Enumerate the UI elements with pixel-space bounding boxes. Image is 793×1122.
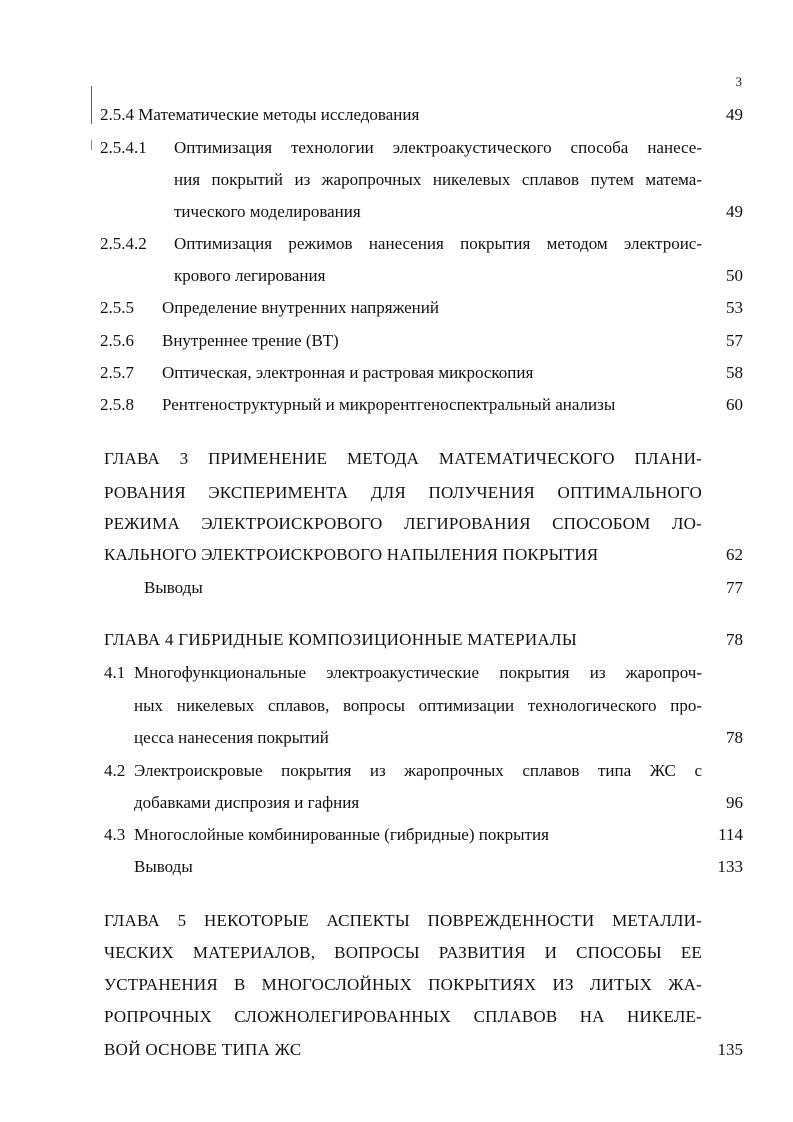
toc-entry-2-5-7-code: 2.5.7: [100, 363, 134, 382]
toc-entry-2-5-5-code: 2.5.5: [100, 298, 134, 317]
toc-entry-4-1-line-1: Многофункциональные электроакустические покрытия из жаропроч-: [134, 663, 702, 682]
toc-entry-2-5-4-page: 49: [726, 105, 743, 124]
chapter-5-heading-line-5: ВОЙ ОСНОВЕ ТИПА ЖС: [104, 1040, 302, 1059]
chapter-4-conclusions-page: 133: [717, 857, 743, 876]
toc-entry-2-5-6-code: 2.5.6: [100, 331, 134, 350]
chapter-3-conclusions-title: Выводы: [144, 578, 203, 597]
toc-entry-2-5-8-title: Рентгеноструктурный и микрорентгеноспектральный анализы: [162, 395, 616, 414]
chapter-3-conclusions-page: 77: [726, 578, 743, 597]
toc-entry-2-5-4-2-page: 50: [726, 266, 743, 285]
toc-entry-2-5-8-code: 2.5.8: [100, 395, 134, 414]
toc-entry-2-5-4-2-code: 2.5.4.2: [100, 234, 147, 253]
chapter-3-page: 62: [726, 545, 743, 564]
chapter-4-page: 78: [726, 630, 743, 649]
toc-entry-2-5-4-1-page: 49: [726, 202, 743, 221]
toc-entry-2-5-4-1-line-3: тического моделирования: [174, 202, 361, 221]
toc-entry-4-2-code: 4.2: [104, 761, 126, 780]
toc-entry-4-3-title: Многослойные комбинированные (гибридные) покрытия: [134, 825, 549, 844]
toc-entry-4-3-code: 4.3: [104, 825, 126, 844]
toc-entry-2-5-4-1-code: 2.5.4.1: [100, 138, 147, 157]
toc-entry-2-5-6-title: Внутреннее трение (ВТ): [162, 331, 339, 350]
chapter-5-heading-line-4: РОПРОЧНЫХ СЛОЖНОЛЕГИРОВАННЫХ СПЛАВОВ НА НИКЕЛЕ-: [104, 1007, 702, 1026]
chapter-4-conclusions-title: Выводы: [134, 857, 193, 876]
toc-entry-2-5-5-title: Определение внутренних напряжений: [162, 298, 439, 317]
toc-entry-4-2-page: 96: [726, 793, 743, 812]
scan-margin-mark: [91, 140, 92, 150]
scan-margin-line: [91, 86, 92, 124]
chapter-5-heading-line-2: ЧЕСКИХ МАТЕРИАЛОВ, ВОПРОСЫ РАЗВИТИЯ И СПОСОБЫ ЕЕ: [104, 943, 702, 962]
toc-entry-4-1-code: 4.1: [104, 663, 126, 682]
toc-entry-4-1-line-3: цесса нанесения покрытий: [134, 728, 329, 747]
toc-entry-2-5-4-1-line-1: Оптимизация технологии электроакустического способа нанесе-: [174, 138, 702, 157]
chapter-5-heading-line-1: ГЛАВА 5 НЕКОТОРЫЕ АСПЕКТЫ ПОВРЕЖДЕННОСТИ МЕТАЛЛИ-: [104, 911, 702, 930]
toc-entry-2-5-8-page: 60: [726, 395, 743, 414]
chapter-4-heading: ГЛАВА 4 ГИБРИДНЫЕ КОМПОЗИЦИОННЫЕ МАТЕРИАЛЫ: [104, 630, 577, 649]
toc-entry-4-2-line-1: Электроискровые покрытия из жаропрочных сплавов типа ЖС с: [134, 761, 702, 780]
page-number: 3: [735, 74, 742, 89]
toc-entry-2-5-7-page: 58: [726, 363, 743, 382]
toc-entry-4-1-page: 78: [726, 728, 743, 747]
toc-entry-4-2-line-2: добавками диспрозия и гафния: [134, 793, 360, 812]
toc-entry-2-5-5-page: 53: [726, 298, 743, 317]
chapter-3-heading-line-1: ГЛАВА 3 ПРИМЕНЕНИЕ МЕТОДА МАТЕМАТИЧЕСКОГО ПЛАНИ-: [104, 449, 702, 468]
toc-entry-4-3-page: 114: [718, 825, 743, 844]
toc-entry-2-5-7-title: Оптическая, электронная и растровая микроскопия: [162, 363, 534, 382]
toc-entry-2-5-4-1-line-2: ния покрытий из жаропрочных никелевых сплавов путем матема-: [174, 170, 702, 189]
toc-entry-2-5-4-2-line-1: Оптимизация режимов нанесения покрытия методом электроис-: [174, 234, 702, 253]
chapter-3-heading-line-2: РОВАНИЯ ЭКСПЕРИМЕНТА ДЛЯ ПОЛУЧЕНИЯ ОПТИМАЛЬНОГО: [104, 483, 702, 502]
chapter-3-heading-line-4: КАЛЬНОГО ЭЛЕКТРОИСКРОВОГО НАПЫЛЕНИЯ ПОКРЫТИЯ: [104, 545, 599, 564]
chapter-5-heading-line-3: УСТРАНЕНИЯ В МНОГОСЛОЙНЫХ ПОКРЫТИЯХ ИЗ ЛИТЫХ ЖА-: [104, 975, 702, 994]
toc-entry-4-1-line-2: ных никелевых сплавов, вопросы оптимизации технологического про-: [134, 696, 702, 715]
chapter-3-heading-line-3: РЕЖИМА ЭЛЕКТРОИСКРОВОГО ЛЕГИРОВАНИЯ СПОСОБОМ ЛО-: [104, 514, 702, 533]
toc-entry-2-5-6-page: 57: [726, 331, 743, 350]
chapter-5-page: 135: [717, 1040, 743, 1059]
toc-entry-2-5-4-title: 2.5.4 Математические методы исследования: [100, 105, 420, 124]
toc-entry-2-5-4-2-line-2: крового легирования: [174, 266, 326, 285]
